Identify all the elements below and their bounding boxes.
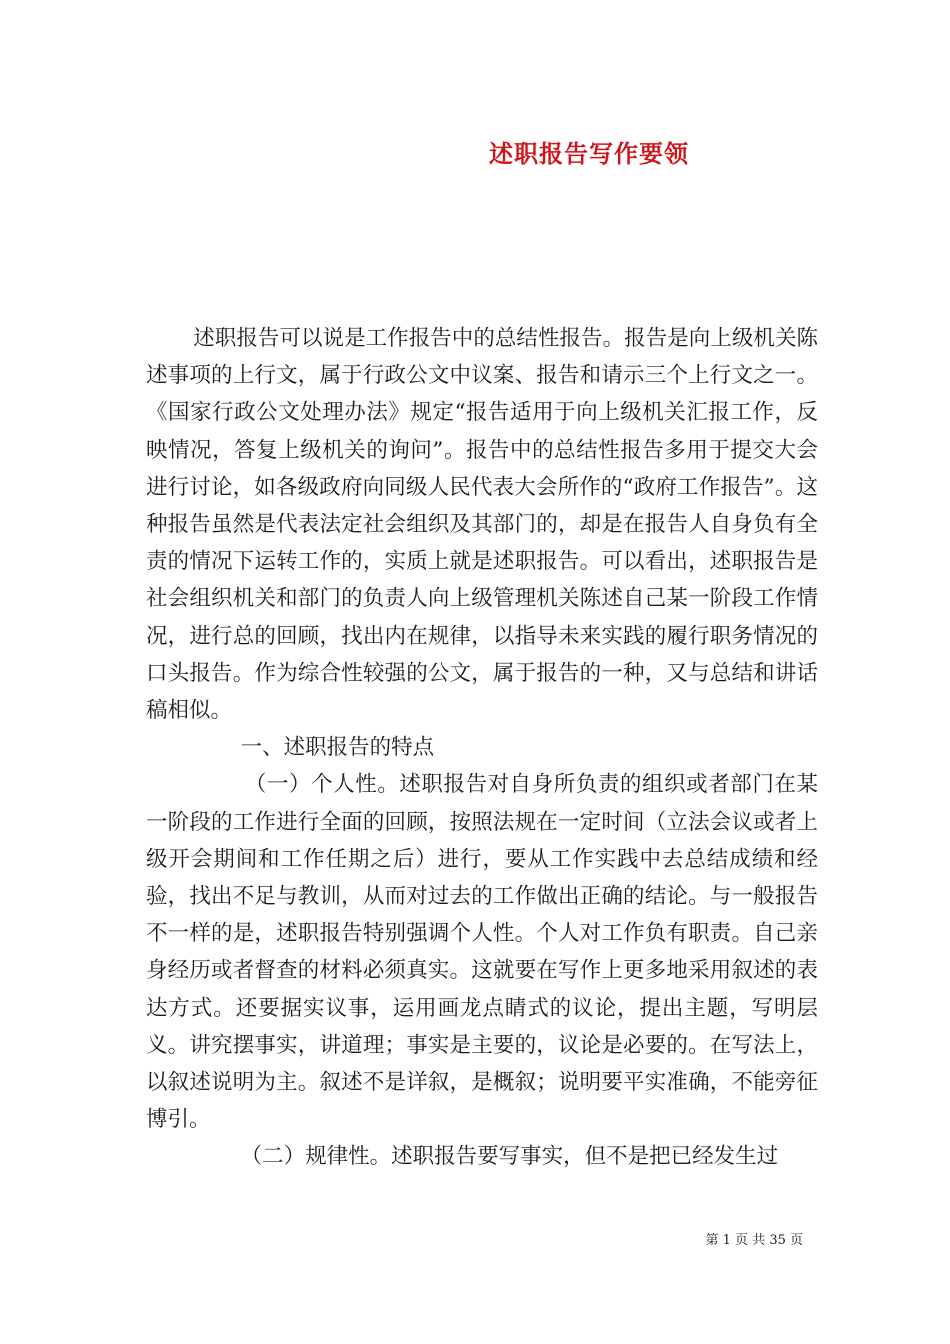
paragraph-intro: 述职报告可以说是工作报告中的总结性报告。报告是向上级机关陈述事项的上行文，属于行政公文中议案、报告和请示三个上行文之一。《国家行政公文处理办法》规定“报告适用于向上级机关汇报工作，反映情况，答复上级机关的询问”。报告中的总结性报告多用于提交大会进行讨论，如各级政府向同级人民代表大会所作的“政府工作报告”。这种报告虽然是代表法定社会组织及其部门的，却是在报告人自身负有全责的情况下运转工作的，实质上就是述职报告。可以看出，述职报告是社会组织机关和部门的负责人向上级管理机关陈述自己某一阶段工作情况，进行总的回顾，找出内在规律，以指导未来实践的履行职务情况的口头报告。作为综合性较强的公文，属于报告的一种，又与总结和讲话稿相似。 [146,326,818,724]
document-body [146,320,818,1176]
page-number-footer: 第 1 页 共 35 页 [705,1233,803,1248]
document-title: 述职报告写作要领 [489,139,689,168]
paragraph-regularity: （二）规律性。述职报告要写事实，但不是把已经发生过 [240,1144,779,1170]
section-heading: 一、述职报告的特点 [240,735,435,761]
paragraph-individuality: （一）个人性。述职报告对自身所负责的组织或者部门在某一阶段的工作进行全面的回顾，按照法规在一定时间（立法会议或者上级开会期间和工作任期之后）进行，要从工作实践中去总结成绩和经验，找出不足与教训，从而对过去的工作做出正确的结论。与一般报告不一样的是，述职报告特别强调个人性。个人对工作负有职责。自己亲身经历或者督查的材料必须真实。这就要在写作上更多地采用叙述的表达方式。还要据实议事，运用画龙点睛式的议论，提出主题，写明层义。讲究摆事实，讲道理；事实是主要的，议论是必要的。在写法上，以叙述说明为主。叙述不是详叙，是概叙；说明要平实准确，不能旁征博引。 [146,772,818,1133]
